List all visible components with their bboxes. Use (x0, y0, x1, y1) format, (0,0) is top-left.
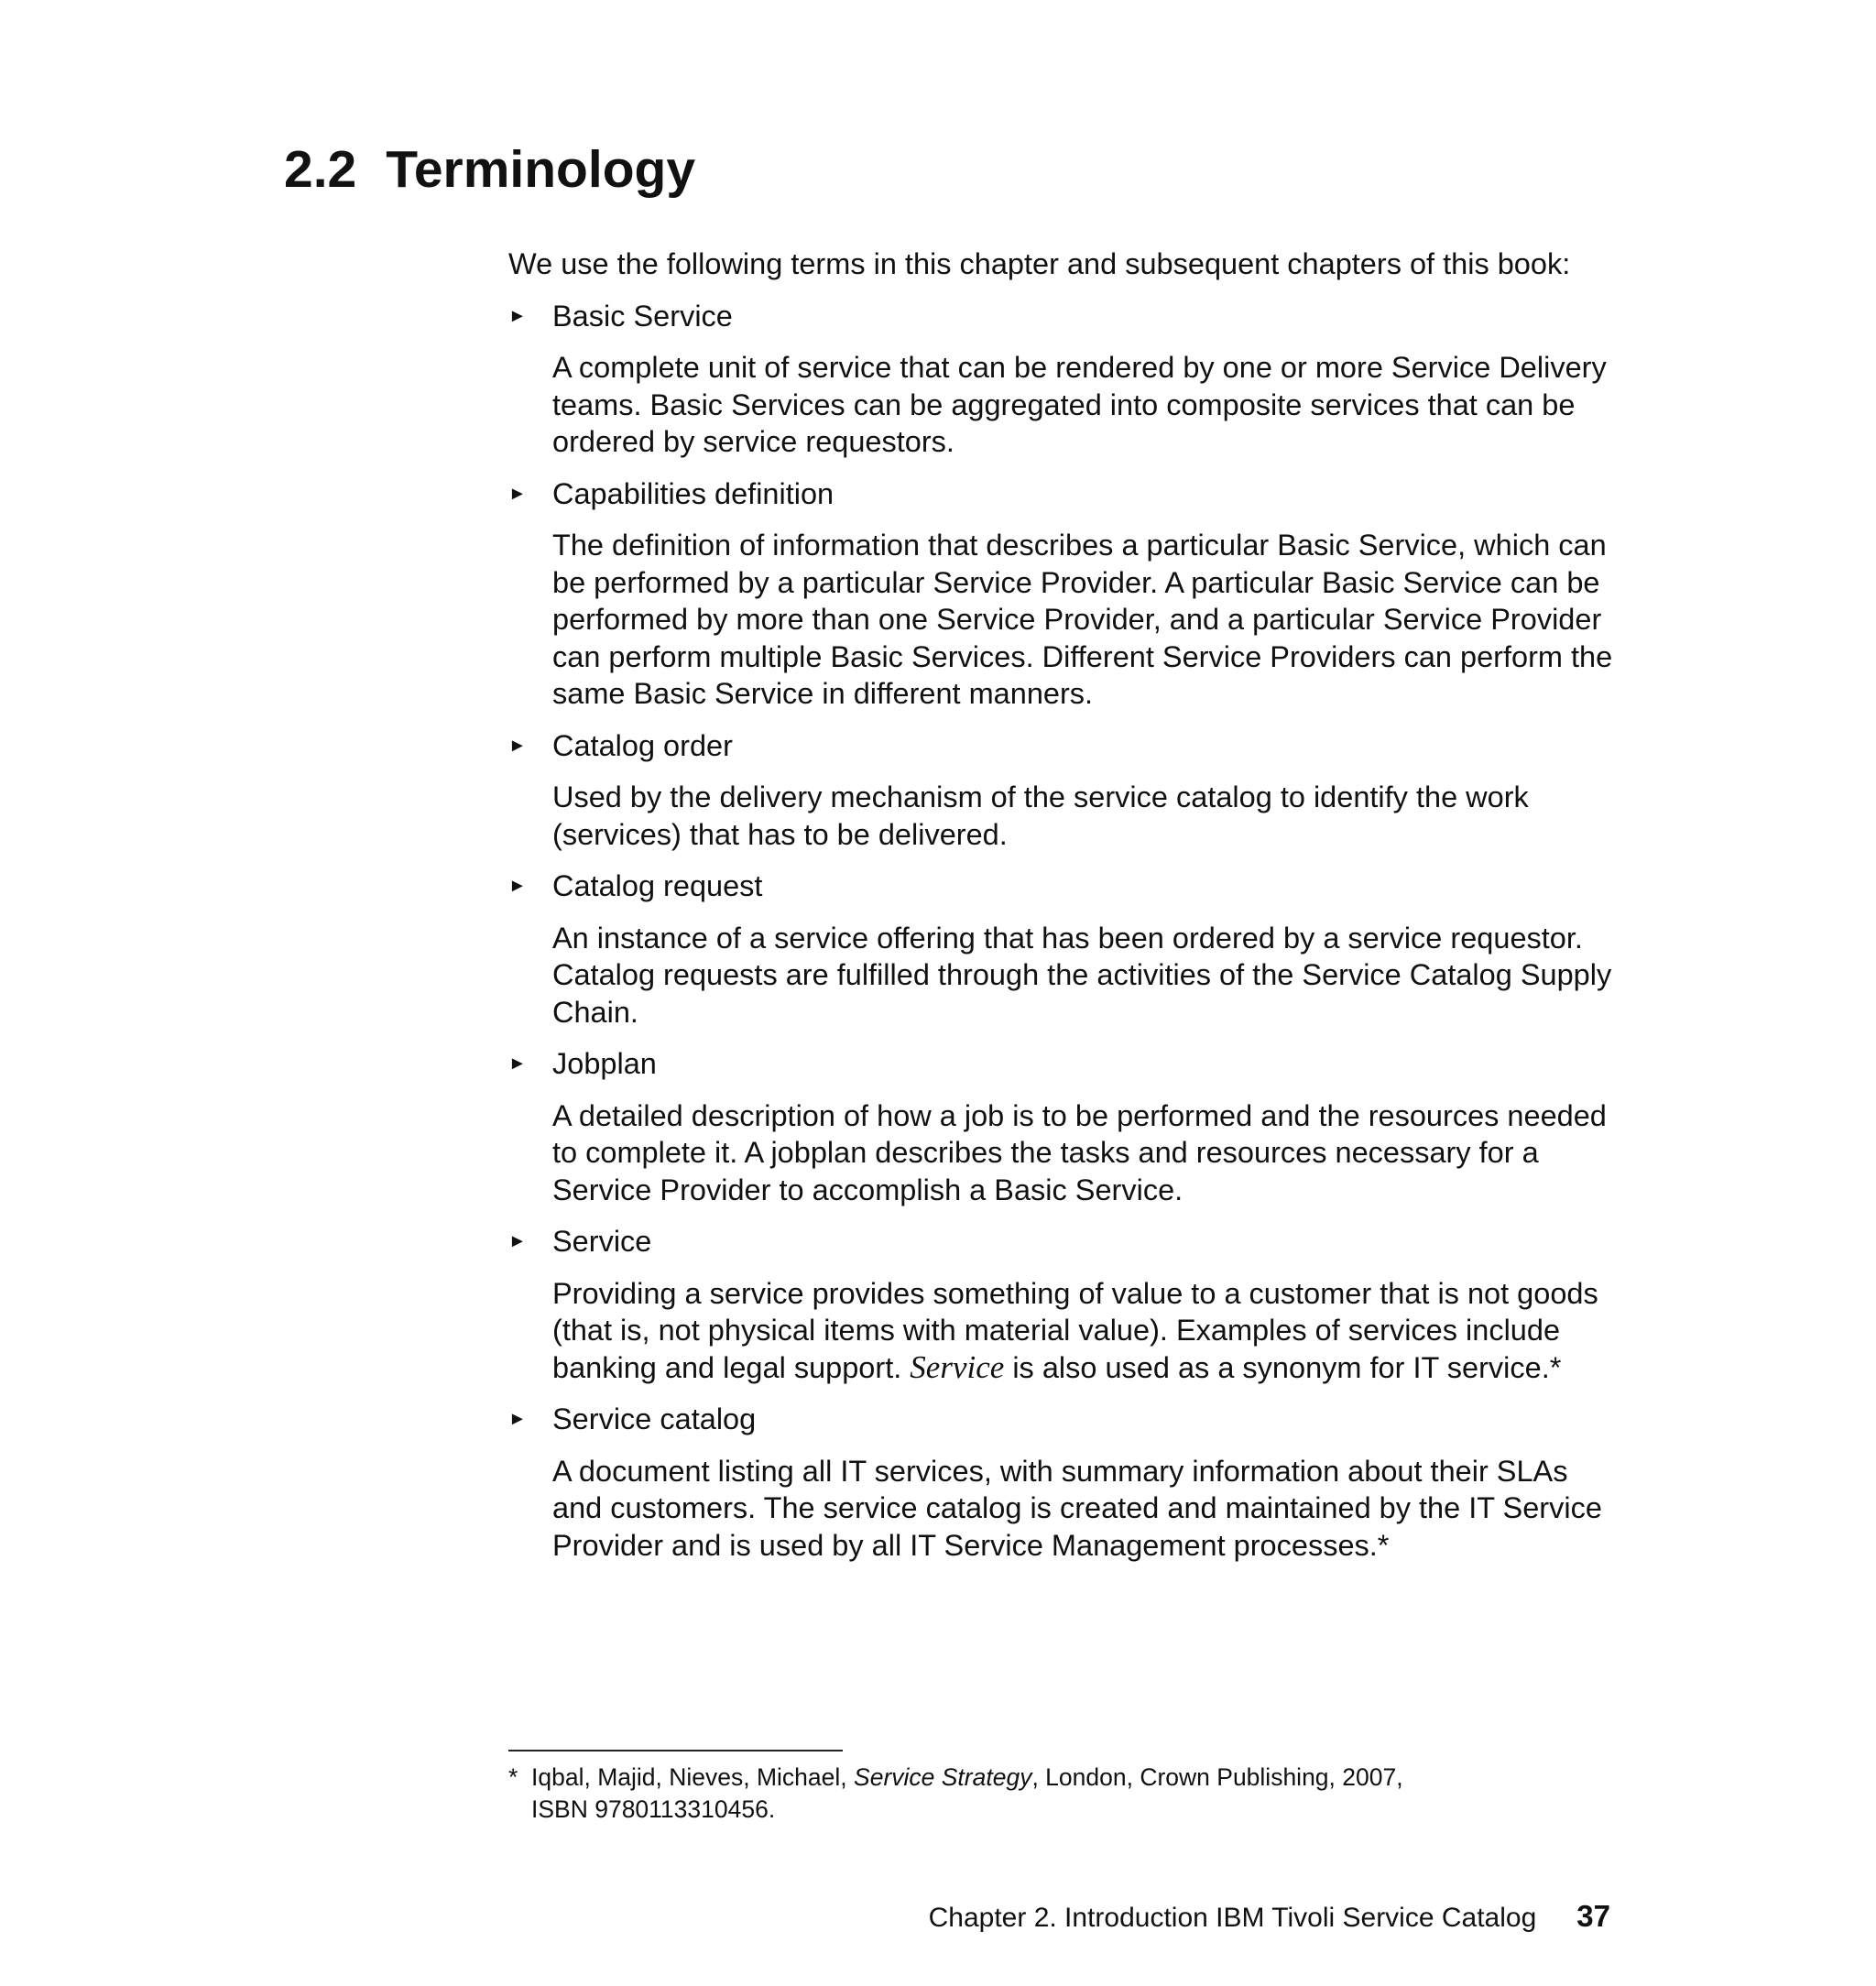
footnote-isbn: ISBN 9780113310456. (531, 1795, 776, 1823)
term-definition: An instance of a service offering that has been ordered by a service requestor. Catalog requests are fulfilled through the activities of the Service Catalog Supply Chain. (552, 921, 1612, 1029)
term-definition: A document listing all IT services, with summary information about their SLAs and customers. The service catalog is created and maintained by the IT Service Provider and is used by all IT Service Management processes.* (552, 1454, 1602, 1562)
term-item-catalog-request (508, 868, 1617, 1031)
term-item-basic-service (508, 298, 1617, 461)
running-footer-chapter: Chapter 2. Introduction IBM Tivoli Service Catalog (928, 1903, 1537, 1933)
triangle-right-icon: ► (508, 305, 527, 326)
term-item-jobplan (508, 1045, 1617, 1208)
terminology-body (508, 246, 1617, 1578)
definition-emphasis: Service (910, 1348, 1005, 1385)
term-definition: The definition of information that describes a particular Basic Service, which can be performed by a particular Service Provider. A particular Basic Service can be performed by more than one Service Provider, and a particular Service Provider can perform multiple Basic Services. Different Service Providers can perform the same Basic Service in different manners. (552, 529, 1613, 710)
term-item-service (508, 1223, 1617, 1386)
term-item-capabilities-definition (508, 475, 1617, 713)
footnote (508, 1762, 1608, 1825)
term-definition: Used by the delivery mechanism of the service catalog to identify the work (services) that has to be delivered. (552, 780, 1529, 851)
footnote-book-title: Service Strategy (854, 1763, 1032, 1791)
term-title: Jobplan (552, 1047, 657, 1080)
triangle-right-icon: ► (508, 735, 527, 756)
footnote-marker: * (508, 1763, 518, 1791)
footnote-authors: Iqbal, Majid, Nieves, Michael, (531, 1763, 847, 1791)
triangle-right-icon: ► (508, 876, 527, 896)
triangle-right-icon: ► (508, 483, 527, 504)
term-definition: A detailed description of how a job is to be performed and the resources needed to complete it. A jobplan describes the tasks and resources necessary for a Service Provider to accomplish a Basic Service. (552, 1098, 1607, 1206)
footnote-text (531, 1762, 1608, 1825)
term-title: Basic Service (552, 299, 733, 333)
section-heading (284, 137, 695, 202)
term-title: Service catalog (552, 1402, 757, 1435)
page-footer (929, 1898, 1610, 1937)
definition-text: Providing a service provides something of value to a customer that is not goods (that is, not physical items with material value). Examples of services include banking and legal support. (552, 1276, 1598, 1384)
term-list (508, 298, 1617, 1565)
footnote-divider (508, 1750, 843, 1751)
term-definition (552, 1275, 1617, 1387)
section-title: Terminology (386, 140, 696, 199)
triangle-right-icon: ► (508, 1053, 527, 1074)
intro-paragraph: We use the following terms in this chapter and subsequent chapters of this book: (508, 247, 1571, 280)
term-title: Catalog request (552, 869, 763, 902)
term-title: Service (552, 1225, 652, 1258)
section-number: 2.2 (284, 140, 357, 199)
term-definition: A complete unit of service that can be rendered by one or more Service Delivery teams. Basic Services can be aggregated into composite services that can be ordered by service requestors. (552, 351, 1607, 458)
term-title: Catalog order (552, 728, 733, 762)
footnote-publisher: , London, Crown Publishing, 2007, (1031, 1763, 1403, 1791)
term-item-service-catalog (508, 1401, 1617, 1564)
term-item-catalog-order (508, 727, 1617, 854)
triangle-right-icon: ► (508, 1409, 527, 1429)
triangle-right-icon: ► (508, 1231, 527, 1251)
page-number: 37 (1576, 1899, 1610, 1933)
term-title: Capabilities definition (552, 476, 834, 510)
definition-text: is also used as a synonym for IT service.* (1012, 1350, 1562, 1384)
